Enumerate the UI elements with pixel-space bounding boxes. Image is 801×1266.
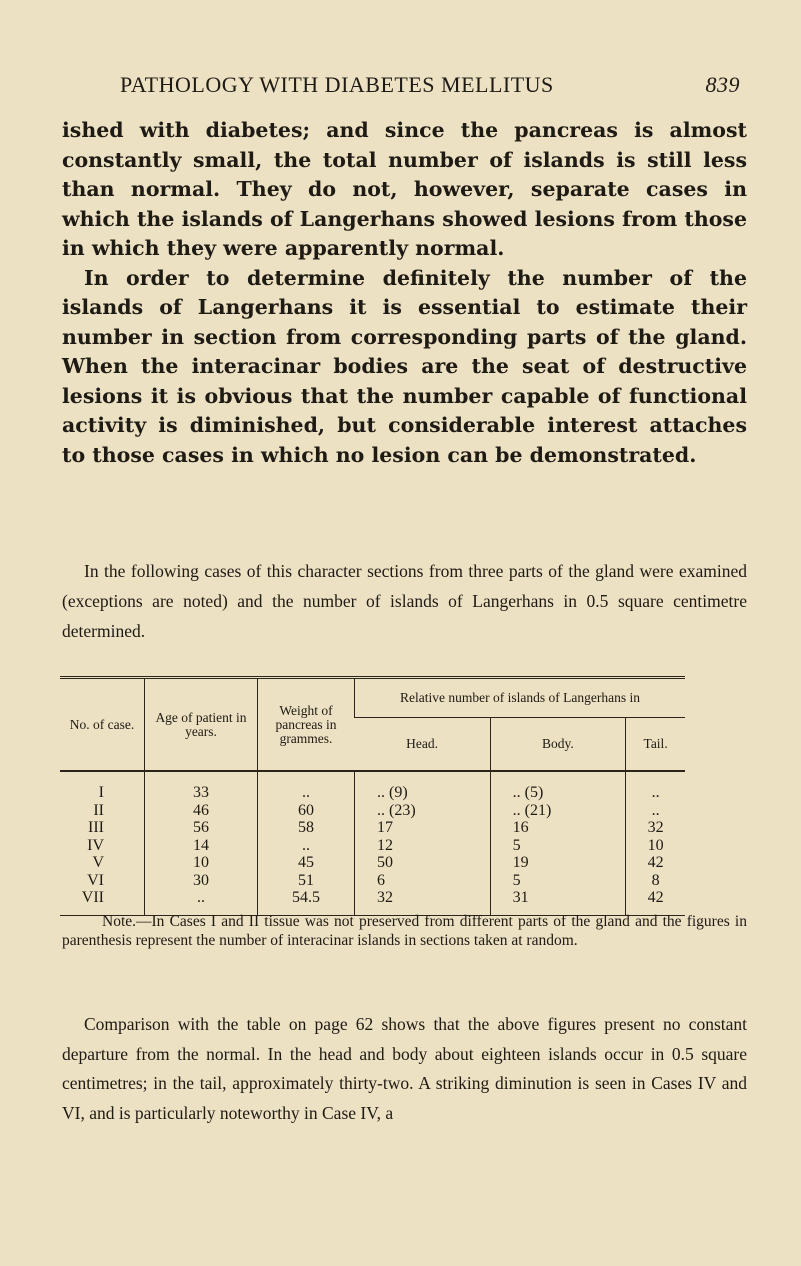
cell-body: 31 [490,889,626,915]
col-head: Head. [355,718,491,772]
header-title: PATHOLOGY WITH DIABETES MELLITUS [120,72,554,97]
col-tail: Tail. [626,718,685,772]
cell-age: .. [145,889,258,915]
table-note: Note.—In Cases I and II tissue was not preserved from different parts of the gland and the figures in parenthesis represent the number of interacinar islands in sections taken at random. [62,913,747,949]
cell-weight: 54.5 [258,889,355,915]
cell-age: 33 [145,771,258,802]
cell-age: 30 [145,872,258,890]
cell-head: 17 [355,819,491,837]
table-row [60,872,685,890]
cell-tail: 32 [626,819,685,837]
cell-weight: 51 [258,872,355,890]
cell-head: .. (23) [355,802,491,820]
cell-head: 6 [355,872,491,890]
cell-body: 16 [490,819,626,837]
col-weight: Weight of pancreas in grammes. [258,678,355,772]
cell-tail: 42 [626,854,685,872]
table-row [60,802,685,820]
cell-case: VII [81,889,104,906]
intro-text [62,116,747,470]
cell-case: VI [87,871,104,889]
cell-weight: 58 [258,819,355,837]
cell-case: I [98,784,104,801]
table-row [60,771,685,802]
cell-body: 5 [490,872,626,890]
cell-age: 46 [145,802,258,820]
paragraph: ished with diabetes; and since the pancreas is almost constantly small, the total number of islands is still less than normal. They do not, however, separate cases in which the islands of Langerhans showed lesions from those in which they were apparently normal. [62,118,747,260]
cell-tail: .. [626,771,685,802]
cell-age: 56 [145,819,258,837]
cell-case: III [88,819,104,836]
cell-body: .. (21) [490,802,626,820]
col-age: Age of patient in years. [145,678,258,772]
cell-tail: 42 [626,889,685,915]
table-row [60,819,685,837]
islands-table [60,676,685,916]
cell-tail: 8 [626,872,685,890]
table-row [60,837,685,855]
cell-body: 19 [490,854,626,872]
cell-case: II [93,801,104,819]
cell-head: 50 [355,854,491,872]
cell-weight: .. [258,771,355,802]
col-body: Body. [490,718,626,772]
table-row [60,854,685,872]
cell-age: 10 [145,854,258,872]
cell-head: 12 [355,837,491,855]
cell-tail: .. [626,802,685,820]
cell-body: 5 [490,837,626,855]
running-header [120,72,740,98]
cell-head: .. (9) [355,771,491,802]
col-group: Relative number of islands of Langerhans in [355,678,686,718]
cell-head: 32 [355,889,491,915]
page-number: 839 [705,72,740,97]
cell-tail: 10 [626,837,685,855]
cell-weight: 45 [258,854,355,872]
table-intro: In the following cases of this character sections from three parts of the gland were examined (exceptions are noted) and the number of islands of Langerhans in 0.5 square centimetre determined. [62,561,747,641]
cell-weight: .. [258,837,355,855]
cell-case: V [92,854,104,871]
cell-age: 14 [145,837,258,855]
cell-weight: 60 [258,802,355,820]
paragraph: In order to determine definitely the number of the islands of Langerhans it is essential to estimate their number in section from corresponding parts of the gland. When the interacinar bodies are the seat of destructive lesions it is obvious that the number capable of functional activity is diminished, but considerable interest attaches to those cases in which no lesion can be demonstrated. [62,265,747,467]
cell-body: .. (5) [490,771,626,802]
conclusion-paragraph: Comparison with the table on page 62 shows that the above figures present no constant departure from the normal. In the head and body about eighteen islands occur in 0.5 square centimetres; in the tail, approximately thirty-two. A striking diminution is seen in Cases IV and VI, and is particularly noteworthy in Case IV, a [62,1014,747,1123]
cell-case: IV [87,836,104,854]
col-case: No. of case. [69,716,135,732]
